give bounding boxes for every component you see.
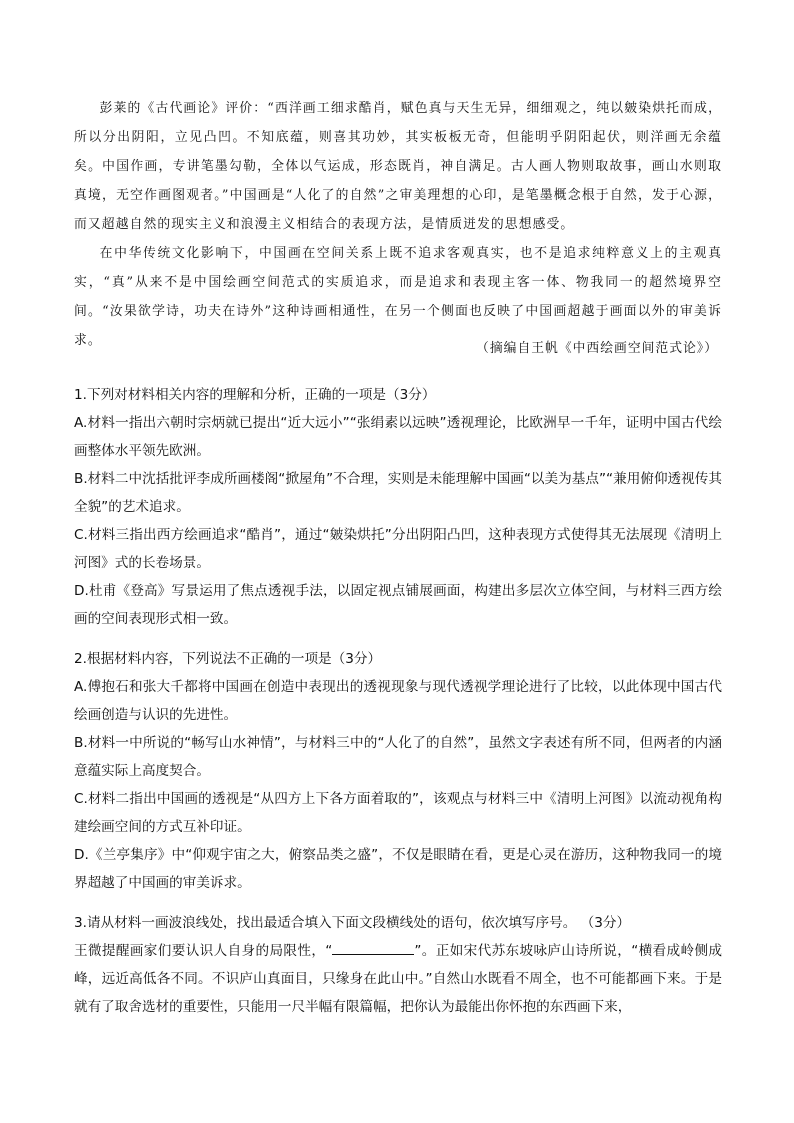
question-1 [74, 381, 722, 633]
option-b: B.材料二中沈括批评李成所画楼阁“掀屋角”不合理，实则是未能理解中国画“以美为基点”“兼用俯仰透视传其全貌”的艺术追求。 [74, 471, 722, 515]
reading-passage [74, 94, 722, 355]
option-a: A.傅抱石和张大千都将中国画在创造中表现出的透视现象与现代透视学理论进行了比较，以此体现中国古代绘画创造与认识的先进性。 [74, 679, 722, 723]
question-stem: 2.根据材料内容，下列说法不正确的一项是（3分） [74, 651, 382, 667]
passage-source: （摘编自王帆《中西绘画空间范式论》） [476, 341, 718, 356]
question-body-after: ”。正如宋代苏东坡咏庐山诗所说，“横看成岭侧成峰，远近高低各不同。不识庐山真面目，只缘身在此山中。”自然山水既看不周全，也不可能都画下来。于是就有了取舍选材的重要性，只能用一尺半幅有限篇幅，把你认为最能出你怀抱的东西画下来， [74, 943, 722, 1015]
option-d: D.《兰亭集序》中“仰观宇宙之大，俯察品类之盛”，不仅是眼睛在看，更是心灵在游历，这种物我同一的境界超越了中国画的审美诉求。 [74, 847, 722, 891]
passage-paragraph-1: 彭莱的《古代画论》评价：“西洋画工细求酷肖，赋色真与天生无异，细细观之，纯以皴染烘托而成，所以分出阴阳，立见凸凹。不知底蕴，则喜其功妙，其实板板无奇，但能明乎阴阳起伏，则洋画无余蕴矣。中国作画，专讲笔墨勾勒，全体以气运成，形态既肖，神自满足。古人画人物则取故事，画山水则取真境，无空作画图观者。”中国画是“人化了的自然”之审美理想的心印，是笔墨概念根于自然，发于心源，而又超越自然的现实主义和浪漫主义相结合的表现方法，是情质迸发的思想感受。 [74, 101, 722, 232]
option-a: A.材料一指出六朝时宗炳就已提出“近大远小”“张绢素以远映”透视理论，比欧洲早一千年，证明中国古代绘画整体水平领先欧洲。 [74, 415, 722, 459]
question-body-before: 王微提醒画家们要认识人自身的局限性，“ [74, 943, 333, 959]
question-2 [74, 645, 722, 897]
option-d: D.杜甫《登高》写景运用了焦点透视手法，以固定视点铺展画面，构建出多层次立体空间，与材料三西方绘画的空间表现形式相一致。 [74, 583, 722, 627]
option-c: C.材料三指出西方绘画追求“酷肖”，通过“皴染烘托”分出阴阳凸凹，这种表现方式使得其无法展现《清明上河图》式的长卷场景。 [74, 527, 722, 571]
question-3 [74, 909, 722, 1021]
question-stem: 1.下列对材料相关内容的理解和分析，正确的一项是（3分） [74, 387, 436, 403]
answer-blank[interactable] [332, 940, 414, 955]
question-list [74, 381, 722, 1033]
option-b: B.材料一中所说的“畅写山水神情”，与材料三中的“人化了的自然”，虽然文字表述有所不同，但两者的内涵意蕴实际上高度契合。 [74, 735, 722, 779]
question-stem: 3.请从材料一画波浪线处，找出最适合填入下面文段横线处的语句，依次填写序号。 （3分） [74, 915, 631, 931]
question-body [74, 937, 722, 1021]
passage-paragraph-2: 在中华传统文化影响下，中国画在空间关系上既不追求客观真实，也不是追求纯粹意义上的主观真实，“真”从来不是中国绘画空间范式的实质追求，而是追求和表现主客一体、物我同一的超然境界空间。“汝果欲学诗，功夫在诗外”这种诗画相通性，在另一个侧面也反映了中国画超越于画面以外的审美诉求。 [74, 246, 722, 348]
option-c: C.材料二指出中国画的透视是“从四方上下各方面着取的”，该观点与材料三中《清明上河图》以流动视角构建绘画空间的方式互补印证。 [74, 791, 722, 835]
